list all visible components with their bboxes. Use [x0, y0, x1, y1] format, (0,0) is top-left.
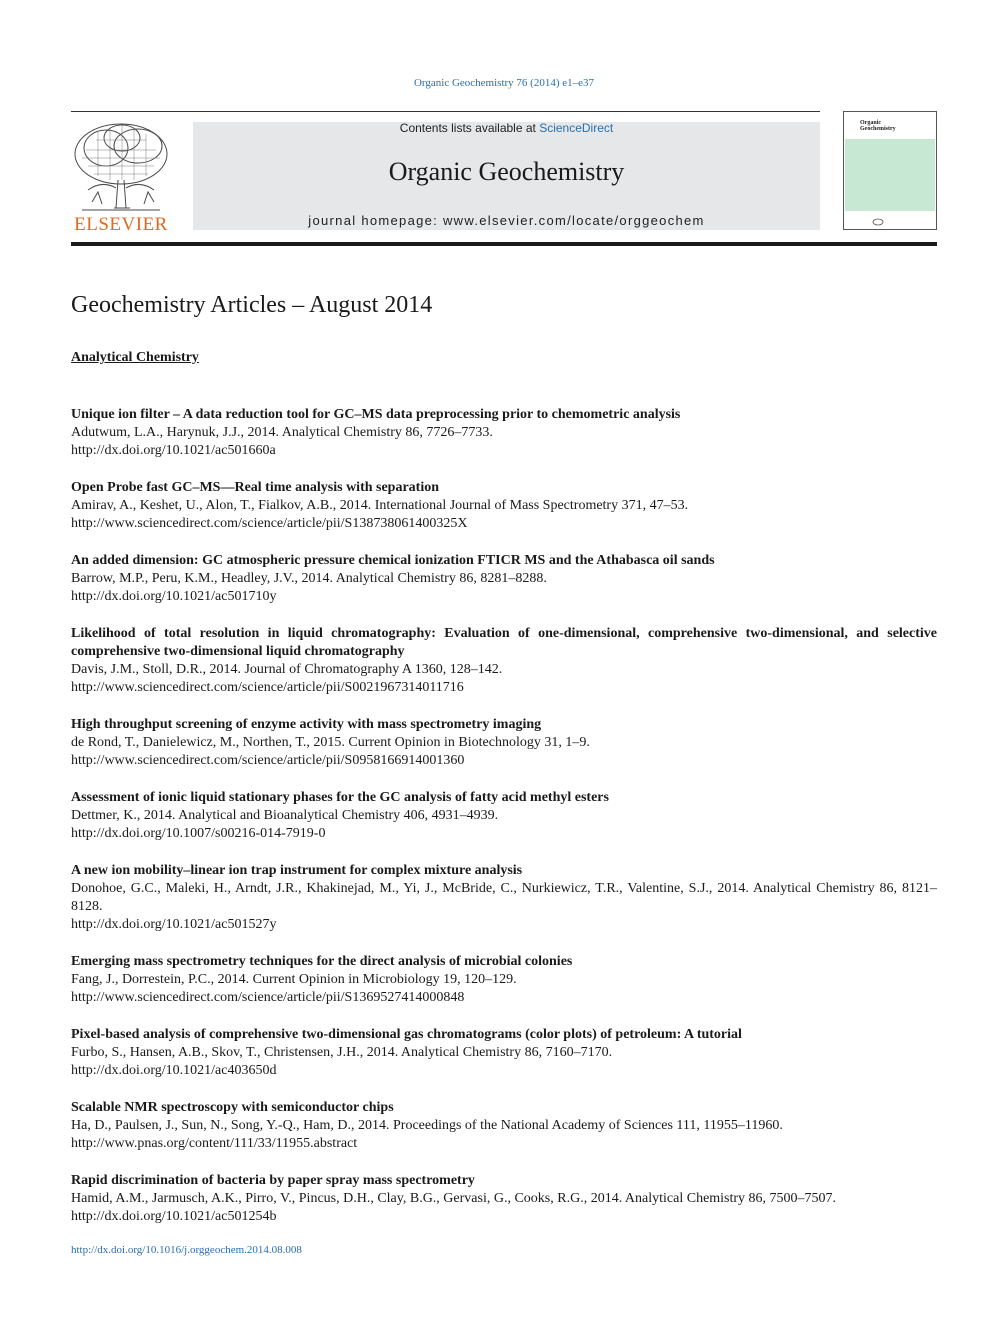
entry-link[interactable]: http://www.sciencedirect.com/science/article/pii/S0958166914001360: [71, 753, 465, 768]
entry-citation: de Rond, T., Danielewicz, M., Northen, T., 2015. Current Opinion in Biotechnology 31, 1–9.: [71, 735, 590, 750]
entry-title: Likelihood of total resolution in liquid chromatography: Evaluation of one-dimensional, comprehensive two-dimensional, and selective comprehensive two-dimensional liquid chromatography: [71, 626, 937, 659]
cover-logo-icon: [872, 218, 884, 226]
header-rule-bottom: [71, 242, 937, 246]
entry-link[interactable]: http://dx.doi.org/10.1007/s00216-014-7919-0: [71, 826, 326, 841]
journal-citation-link[interactable]: Organic Geochemistry 76 (2014) e1–e37: [413, 77, 595, 89]
list-item: [71, 716, 937, 770]
tree-icon: [68, 120, 174, 216]
entry-title: Emerging mass spectrometry techniques for the direct analysis of microbial colonies: [71, 954, 573, 969]
list-item: [71, 1026, 937, 1080]
section-heading: Analytical Chemistry: [71, 350, 199, 365]
list-item: [71, 789, 937, 843]
list-item: [71, 862, 937, 934]
list-item: [71, 953, 937, 1007]
list-item: [71, 552, 937, 606]
cover-title-line1: Organic: [860, 120, 881, 126]
entry-title: Scalable NMR spectroscopy with semiconductor chips: [71, 1100, 394, 1115]
entry-citation: Donohoe, G.C., Maleki, H., Arndt, J.R., Khakinejad, M., Yi, J., McBride, C., Nurkiewicz, T.R., Valentine, S.J., 2014. Analytical Chemistry 86, 8121–8128.: [71, 881, 937, 914]
journal-name: Organic Geochemistry: [388, 157, 625, 186]
page-title: Geochemistry Articles – August 2014: [71, 292, 433, 318]
entry-title: High throughput screening of enzyme activity with mass spectrometry imaging: [71, 717, 542, 732]
cover-title-line2: Geochemistry: [860, 126, 896, 132]
entry-link[interactable]: http://dx.doi.org/10.1021/ac501710y: [71, 589, 277, 604]
entry-title: Assessment of ionic liquid stationary phases for the GC analysis of fatty acid methyl esters: [71, 790, 609, 805]
article-list: [71, 406, 937, 1245]
entry-link[interactable]: http://www.pnas.org/content/111/33/11955.abstract: [71, 1136, 358, 1151]
list-item: [71, 406, 937, 460]
entry-citation: Adutwum, L.A., Harynuk, J.J., 2014. Analytical Chemistry 86, 7726–7733.: [71, 425, 493, 440]
entry-citation: Hamid, A.M., Jarmusch, A.K., Pirro, V., Pincus, D.H., Clay, B.G., Gervasi, G., Cooks, R.G., 2014. Analytical Chemistry 86, 7500–7507.: [71, 1191, 837, 1206]
entry-link[interactable]: http://dx.doi.org/10.1021/ac501527y: [71, 917, 277, 932]
contents-prefix: Contents lists available at: [399, 121, 540, 135]
entry-title: A new ion mobility–linear ion trap instrument for complex mixture analysis: [71, 863, 523, 878]
journal-cover-thumbnail: [843, 111, 937, 230]
cover-green-panel: [845, 139, 935, 211]
entry-title: Open Probe fast GC–MS—Real time analysis with separation: [71, 480, 440, 495]
entry-link[interactable]: http://www.sciencedirect.com/science/article/pii/S138738061400325X: [71, 516, 468, 531]
header-rule-top: [71, 111, 820, 112]
publisher-wordmark: ELSEVIER: [74, 214, 168, 235]
entry-link[interactable]: http://dx.doi.org/10.1021/ac501254b: [71, 1209, 277, 1224]
list-item: [71, 1172, 937, 1226]
list-item: [71, 479, 937, 533]
entry-link[interactable]: http://dx.doi.org/10.1021/ac501660a: [71, 443, 276, 458]
article-doi-link[interactable]: http://dx.doi.org/10.1016/j.orggeochem.2014.08.008: [71, 1244, 302, 1256]
entry-citation: Amirav, A., Keshet, U., Alon, T., Fialkov, A.B., 2014. International Journal of Mass Spectrometry 371, 47–53.: [71, 498, 689, 513]
entry-citation: Furbo, S., Hansen, A.B., Skov, T., Christensen, J.H., 2014. Analytical Chemistry 86, 7160–7170.: [71, 1045, 613, 1060]
entry-link[interactable]: http://www.sciencedirect.com/science/article/pii/S0021967314011716: [71, 680, 464, 695]
entry-title: Unique ion filter – A data reduction tool for GC–MS data preprocessing prior to chemometric analysis: [71, 407, 681, 422]
entry-title: An added dimension: GC atmospheric pressure chemical ionization FTICR MS and the Athabasca oil sands: [71, 553, 715, 568]
entry-citation: Dettmer, K., 2014. Analytical and Bioanalytical Chemistry 406, 4931–4939.: [71, 808, 499, 823]
entry-link[interactable]: http://www.sciencedirect.com/science/article/pii/S1369527414000848: [71, 990, 465, 1005]
sciencedirect-link[interactable]: ScienceDirect: [539, 121, 614, 135]
cover-title: [860, 120, 896, 132]
entry-citation: Fang, J., Dorrestein, P.C., 2014. Current Opinion in Microbiology 19, 120–129.: [71, 972, 517, 987]
list-item: [71, 1099, 937, 1153]
entry-citation: Ha, D., Paulsen, J., Sun, N., Song, Y.-Q., Ham, D., 2014. Proceedings of the National Academy of Sciences 111, 11955–11960.: [71, 1118, 783, 1133]
entry-title: Rapid discrimination of bacteria by paper spray mass spectrometry: [71, 1173, 475, 1188]
contents-availability: [193, 121, 820, 135]
entry-title: Pixel-based analysis of comprehensive two-dimensional gas chromatograms (color plots) of petroleum: A tutorial: [71, 1027, 742, 1042]
entry-link[interactable]: http://dx.doi.org/10.1021/ac403650d: [71, 1063, 277, 1078]
list-item: [71, 625, 937, 697]
entry-citation: Barrow, M.P., Peru, K.M., Headley, J.V., 2014. Analytical Chemistry 86, 8281–8288.: [71, 571, 547, 586]
journal-homepage[interactable]: journal homepage: www.elsevier.com/locate/orggeochem: [308, 213, 705, 228]
entry-citation: Davis, J.M., Stoll, D.R., 2014. Journal of Chromatography A 1360, 128–142.: [71, 662, 503, 677]
